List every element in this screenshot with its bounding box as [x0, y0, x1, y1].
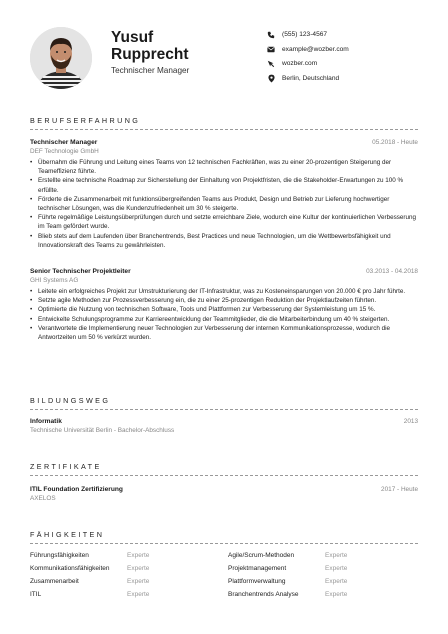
skill-level: Experte: [325, 565, 348, 572]
skill-level: Experte: [325, 552, 348, 559]
skill-item: [228, 591, 422, 603]
phone-icon: [266, 30, 276, 40]
location-icon: [266, 73, 276, 83]
contact-website[interactable]: [266, 57, 349, 70]
section-title-certificates: ZERTIFIKATE: [30, 462, 102, 471]
skill-item: [228, 552, 422, 564]
bullet-item: • Setzte agile Methoden zur Prozessverbesserung ein, die zu einer 25-prozentigen Reduktion der Projektlaufzeiten führten.: [30, 296, 418, 305]
contact-website-text[interactable]: wozber.com: [282, 60, 318, 67]
job-title: Technischer Manager: [30, 139, 98, 146]
experience-entry: [30, 139, 418, 250]
section-divider: [30, 409, 418, 410]
company-name: GHI Systems AG: [30, 277, 79, 284]
section-title-experience: BERUFSERFAHRUNG: [30, 116, 141, 125]
profile-photo: [30, 27, 92, 89]
section-divider: [30, 543, 418, 544]
bullet-item: • Führte regelmäßige Leistungsüberprüfungen durch und setzte erreichbare Ziele, wodurch eine Kultur der kontinuierlichen Verbesserung im Team gefördert wurde.: [30, 213, 418, 231]
skill-level: Experte: [127, 578, 150, 585]
last-name: Rupprecht: [111, 46, 189, 63]
skill-name: Branchentrends Analyse: [228, 591, 299, 598]
skill-name: Plattformverwaltung: [228, 578, 286, 585]
link-icon: [266, 59, 276, 69]
university-name: Technische Universität Berlin - Bachelor-Abschluss: [30, 427, 175, 434]
skill-item: [30, 591, 224, 603]
first-name: Yusuf: [111, 29, 154, 46]
contact-location-text: Berlin, Deutschland: [282, 74, 340, 82]
skill-item: [30, 565, 224, 577]
bullet-item: • Förderte die Zusammenarbeit mit funktionsübergreifenden Teams aus Produkt, Design und Betrieb zur Lieferung hochwertiger technischer Lösungen, was die Kundenzufriedenheit um 30 % steigerte.: [30, 195, 418, 213]
job-date: 03.2013 - 04.2018: [366, 268, 418, 275]
skill-name: Zusammenarbeit: [30, 578, 79, 585]
skill-item: [30, 552, 224, 564]
section-title-education: BILDUNGSWEG: [30, 396, 111, 405]
contact-list: [266, 28, 349, 86]
skill-level: Experte: [325, 591, 348, 598]
skill-item: [30, 578, 224, 590]
candidate-role: Technischer Manager: [111, 66, 190, 75]
skill-name: ITIL: [30, 591, 42, 598]
job-bullets: [30, 158, 418, 250]
skill-name: Kommunikationsfähigkeiten: [30, 565, 110, 572]
certificate-entry: [30, 486, 418, 502]
certificate-title: ITIL Foundation Zertifizierung: [30, 486, 123, 493]
bullet-item: • Optimierte die Nutzung von technischen Software, Tools und Plattformen zur Verbesserung der Systemleistung um 15 %.: [30, 305, 418, 314]
skill-level: Experte: [127, 591, 150, 598]
skill-item: [228, 565, 422, 577]
skill-item: [228, 578, 422, 590]
contact-email-text[interactable]: example@wozber.com: [282, 45, 349, 53]
experience-entry: [30, 268, 418, 342]
company-name: DEF Technologie GmbH: [30, 148, 99, 155]
skill-name: Führungsfähigkeiten: [30, 552, 89, 559]
contact-email[interactable]: [266, 43, 349, 56]
certificate-issuer: AXELOS: [30, 495, 56, 502]
candidate-name: [111, 29, 189, 63]
contact-phone: [266, 28, 349, 41]
skill-name: Projektmanagement: [228, 565, 287, 572]
skill-level: Experte: [127, 552, 150, 559]
degree-date: 2013: [403, 418, 418, 425]
section-divider: [30, 129, 418, 130]
bullet-item: • Verantwortete die Implementierung neuer Technologien zur Verbesserung der internen Kommunikationsprozesse, wodurch die Antwortzeiten um 50 % verkürzt wurden.: [30, 324, 418, 342]
job-title: Senior Technischer Projektleiter: [30, 268, 131, 275]
job-date: 05.2018 - Heute: [372, 139, 418, 146]
bullet-item: • Leitete ein erfolgreiches Projekt zur Umstrukturierung der IT-Infrastruktur, was zu Kosteneinsparungen von 20.000 € pro Jahr führte.: [30, 287, 418, 296]
skill-name: Agile/Scrum-Methoden: [228, 552, 295, 559]
bullet-item: • Entwickelte Schulungsprogramme zur Karriereentwicklung der Teammitglieder, die die Mitarbeiterbindung um 40 % steigerten.: [30, 315, 418, 324]
profile-photo-illustration: [30, 27, 92, 89]
section-divider: [30, 475, 418, 476]
bullet-item: • Übernahm die Führung und Leitung eines Teams von 12 technischen Fachkräften, was zu einer 20-prozentigen Steigerung der Teameffizienz führte.: [30, 158, 418, 176]
resume-header: [0, 0, 448, 110]
bullet-item: • Erstellte eine technische Roadmap zur Sicherstellung der Einhaltung von Projektfristen, die die Stakeholder-Erwartungen zu 100 % erfüllte.: [30, 176, 418, 194]
skill-level: Experte: [127, 565, 150, 572]
contact-location: [266, 72, 349, 85]
email-icon: [266, 44, 276, 54]
skill-level: Experte: [325, 578, 348, 585]
job-bullets: [30, 287, 418, 342]
contact-phone-text: (555) 123-4567: [282, 31, 328, 38]
education-entry: [30, 418, 418, 434]
bullet-item: • Blieb stets auf dem Laufenden über Branchentrends, Best Practices und neue Technologien, um die Wettbewerbsfähigkeit und Innovationskraft des Teams zu gewährleisten.: [30, 232, 418, 250]
section-title-skills: FÄHIGKEITEN: [30, 530, 105, 539]
certificate-date: 2017 - Heute: [381, 486, 418, 493]
degree-title: Informatik: [30, 418, 62, 425]
